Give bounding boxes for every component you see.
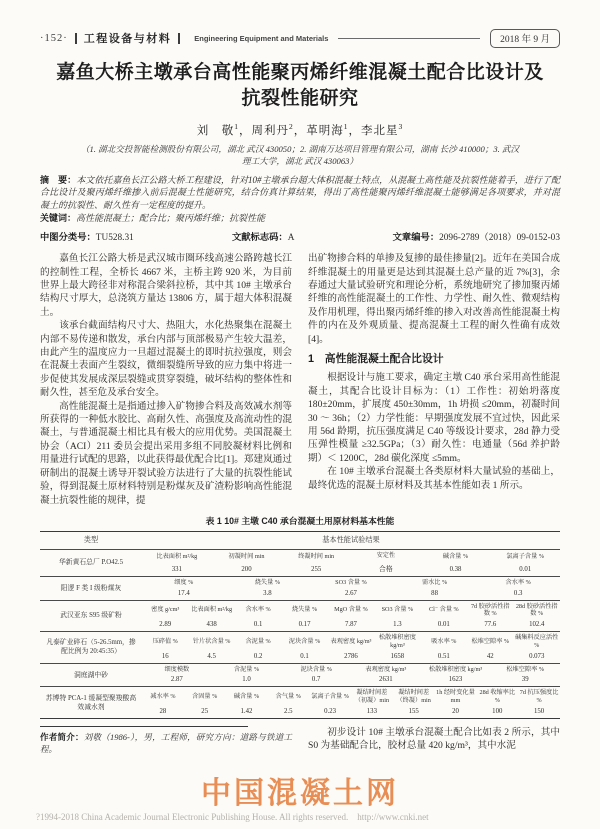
property-name: 吸水率 % [431, 637, 457, 645]
property-value: 2.87 [170, 676, 183, 684]
table1-header-row [40, 532, 560, 550]
property-value: 2631 [379, 676, 393, 684]
property-cell [328, 632, 374, 663]
author-name: 革明海 [306, 125, 344, 137]
property-value: 1658 [390, 652, 405, 660]
property-cell [490, 550, 560, 576]
table1 [40, 531, 560, 719]
clc-number: 中图分类号：TU528.31 [40, 232, 134, 244]
keywords [40, 212, 560, 224]
property-name: 压碎值 % [152, 637, 178, 645]
property-name: 氯离子含量 % [311, 693, 349, 701]
divider-bar-icon [178, 33, 180, 44]
property-value: 133 [366, 708, 377, 716]
property-cell [374, 601, 420, 632]
property-value: 17.4 [177, 589, 190, 597]
property-value: 0.23 [324, 708, 337, 716]
property-cell [421, 632, 467, 663]
author-name: 李北星 [361, 125, 399, 137]
body-paragraph: 该承台截面结构尺寸大、热阻大，水化热聚集在混凝土内部不易传递和散发，承台内部与顶部极易产生较大温差，由此产生的温度应力一旦超过混凝土的即时抗拉强度，则会在混凝土表面产生裂纹，微细裂缝所导致的应力集中将进一步促使其发展成深层裂缝或贯穿裂缝，破坏结构的整体性和耐久性，甚至危及承台安全。 [40, 320, 292, 399]
table-row [40, 601, 560, 633]
property-value: 16 [161, 652, 169, 660]
property-cell [393, 577, 477, 600]
property-value: 255 [311, 565, 322, 573]
page-number: ·152· [40, 32, 68, 44]
table-row [40, 632, 560, 664]
property-value: 0.17 [298, 621, 311, 629]
property-cell [281, 664, 351, 687]
property-cell [351, 687, 393, 718]
property-value: 28 [159, 708, 167, 716]
table1-header-results: 基本性能试验结果 [322, 535, 380, 544]
body-paragraph: 嘉鱼长江公路大桥是武汉城市圈环线高速公路跨越长江的控制性工程，全桥长 4667 米，主桥主跨 920 米，为目前世界上最大跨径非对称混合梁斜拉桥，其中其 10# 主墩承台结构尺寸厚大，总浇筑方量达 13806 方，属于超大体积混凝土。 [40, 253, 292, 318]
author-separator: ， [293, 125, 307, 137]
property-name: 密度 g/cm³ [151, 606, 180, 614]
property-name: 比表面积 m²/kg [156, 553, 198, 561]
property-name: 初凝时间 min [228, 553, 265, 561]
property-cell [514, 601, 560, 632]
property-cell [476, 577, 560, 600]
body-paragraph: 根据设计与施工要求，确定主墩 C40 承台采用高性能混凝土，其配合比设计目标为：（1）工作性：初始坍落度 180±20mm，扩展度 450±30mm，1h 坍损 ≤20mm，初凝时间 30 ～ 36h；（2）力学性能：早期强度发展不宜过快，因此采用 56d 龄期，抗压强度满足 C40 等级设计要求，28d 静力受压弹性模量 ≥32.5GPa；（3）耐久性：电通量（56d 养护龄期）＜ 1200C，28d 碳化深度 ≤5mm。 [308, 372, 560, 464]
property-value: 合格 [379, 565, 393, 573]
property-value: 0.2 [253, 652, 263, 660]
abstract-label: 摘 要： [40, 175, 77, 185]
property-name: Cl⁻ 含量 % [428, 606, 459, 614]
property-value: 2.5 [284, 708, 293, 716]
property-name: 碱含量 % [233, 693, 260, 701]
property-cell [514, 632, 560, 663]
property-cell [188, 632, 234, 663]
property-name: MgO 含量 % [334, 606, 368, 614]
table-row [40, 664, 560, 688]
property-name: 安定性 [376, 551, 396, 559]
property-cell [309, 687, 351, 718]
property-name: 含泥量 % [245, 637, 271, 645]
property-value: 0.1 [300, 652, 309, 660]
property-cell [281, 550, 351, 576]
property-name: 细度模数 [164, 665, 190, 673]
property-cell [226, 577, 310, 600]
property-name: 烧失量 % [254, 578, 281, 586]
author-affil-sup: 2 [289, 122, 294, 132]
table-row [40, 577, 560, 601]
body-paragraph: 初步设计 10# 主墩承台混凝土配合比如表 2 所示，其中 S0 为基础配合比，胶材总量 420 kg/m³，其中水泥 [308, 727, 560, 752]
property-cell [212, 664, 282, 687]
property-cell [328, 601, 374, 632]
divider-bar-icon [75, 33, 77, 44]
authors-line [40, 122, 560, 138]
author-affil-sup: 1 [343, 122, 349, 132]
property-cell [267, 687, 309, 718]
property-name: 松堆空隙率 % [506, 665, 545, 673]
property-cell [281, 632, 327, 663]
right-column-rest [308, 371, 560, 492]
property-value: 0.01 [437, 621, 450, 629]
property-cells [142, 601, 560, 632]
issue-date-box: 2018 年 9 月 [490, 29, 560, 48]
property-name: 松散堆积密度 kg/m³ [378, 634, 416, 649]
property-name: 比表面积 m²/kg [191, 606, 233, 614]
journal-title-en: Engineering Equipment and Materials [194, 33, 329, 43]
property-value: 0.7 [311, 676, 321, 684]
cnki-watermark: 中国混凝土网 [201, 777, 399, 810]
left-column [40, 252, 292, 507]
property-cell [467, 632, 513, 663]
material-name-cell: 凡泰矿业碎石（5-26.5mm，掺配比例为 20:45:35） [46, 639, 136, 656]
property-cell [421, 601, 467, 632]
property-cells [142, 632, 560, 663]
abstract-text: 本文依托嘉鱼长江公路大桥工程建设，针对10#主墩承台超大体积混凝土特点，从混凝土高性能及抗裂性能着手，进行了配合比设计及聚丙烯纤维掺入前后混凝土性能研究，结合仿真计算结果，得出了高性能聚丙烯纤维混凝土能够满足各项要求，并对混凝土的抗裂性、耐久性有一定程度的提升。 [40, 175, 560, 210]
property-name: 含气量 % [275, 693, 301, 701]
header-rule [338, 38, 480, 39]
property-name: 7d 抗压强度比 % [519, 689, 559, 705]
body-paragraph: 出矿物掺合料的单掺及复掺的最佳掺量[2]。近年在美国合成纤维混凝土的用量更是达到其混凝土总产量的近 7%[3]，余春通过大量试验研究和理论分析，系统地研究了掺加聚丙烯纤维的高性能混凝土的工作性、力学性、耐久性、微观结构及作用机理，得出聚丙烯纤维的掺入对改善高性能混凝土构件的内在及外观质量、提高混凝土工程的耐久性确有成效[4]。 [308, 253, 560, 345]
article-id: 文章编号：2096-2789（2018）09-0152-03 [392, 232, 560, 244]
property-cell [351, 550, 421, 576]
copyright-footer: ?1994-2018 China Academic Journal Electronic Publishing House. All rights reserved. http://www.cnki.net [36, 812, 429, 822]
keywords-label: 关键词： [40, 212, 77, 223]
property-name: 泥块含量 % [300, 665, 332, 673]
property-name: 凝结时间差（终凝）min [396, 689, 431, 705]
keywords-text: 高性能混凝土；配合比；聚丙烯纤维；抗裂性能 [76, 212, 266, 223]
property-value: 0.3 [513, 589, 523, 597]
property-value: 150 [533, 708, 545, 716]
article-title [40, 60, 560, 112]
property-name: 含固量 % [192, 693, 218, 701]
table1-header-type: 类型 [83, 535, 99, 544]
property-cell [142, 664, 212, 687]
property-cell [421, 664, 491, 687]
property-cell [235, 601, 281, 632]
property-name: 细度 % [174, 578, 194, 586]
property-name: 针片状含量 % [192, 637, 231, 645]
property-value: 20 [452, 708, 459, 716]
property-cell [351, 664, 421, 687]
property-cell [435, 687, 477, 718]
property-value: 2.67 [345, 589, 357, 597]
property-value: 0.51 [437, 652, 450, 660]
property-name: 凝结时间差（初凝）min [354, 689, 390, 705]
table1-caption: 表 1 10# 主墩 C40 承台混凝土用原材料基本性能 [205, 515, 395, 526]
property-name: 碱集料反应活性 % [515, 634, 559, 649]
material-name-cell: 华新黄石总厂 P.O42.5 [58, 559, 123, 567]
property-name: 氯离子含量 % [506, 553, 545, 561]
property-cell [281, 601, 327, 632]
property-name: 泥块含量 % [288, 637, 321, 645]
property-cell [184, 687, 226, 718]
property-value: 0.1 [253, 621, 263, 629]
property-name: 28d 收缩率比 % [479, 689, 516, 705]
property-cell [212, 550, 282, 576]
author-affil-sup: 3 [398, 122, 404, 132]
property-value: 1.3 [393, 621, 402, 629]
journal-title-cn: 工程设备与材料 [83, 33, 172, 45]
property-value: 1623 [448, 676, 463, 684]
property-value: 4.5 [207, 652, 216, 660]
property-value: 2786 [344, 652, 358, 660]
section-heading: 1 高性能混凝土配合比设计 [308, 353, 444, 366]
property-value: 42 [486, 652, 494, 660]
property-value: 331 [171, 565, 182, 573]
property-value: 1.42 [240, 708, 253, 716]
property-cell [490, 664, 560, 687]
property-cell [393, 687, 435, 718]
property-value: 2.89 [159, 621, 172, 629]
property-cell [226, 687, 268, 718]
property-value: 0.073 [529, 652, 545, 660]
affiliation [40, 143, 560, 167]
bottom-section [40, 726, 560, 755]
property-name: 减水率 % [150, 693, 176, 701]
abstract [40, 174, 560, 211]
property-value: 1.0 [242, 676, 251, 684]
property-cells [142, 577, 560, 600]
property-cell [235, 632, 281, 663]
property-value: 7.87 [345, 621, 357, 629]
property-name: 表观密度 kg/m³ [330, 637, 372, 645]
author-bio-text: 刘敬（1986-），男，工程师，研究方向：道路与铁道工程。 [40, 732, 292, 755]
property-value: 155 [408, 708, 419, 716]
property-value: 200 [241, 565, 252, 573]
property-value: 39 [521, 676, 529, 684]
material-name-cell: 洞庭湖中砂 [74, 671, 108, 679]
property-name: 碱含量 % [442, 553, 469, 561]
material-name-cell: 阳逻 F 类 I 级粉煤灰 [60, 584, 122, 592]
property-name: 28d 胶砂活性指数 % [515, 602, 558, 618]
property-name: 需水比 % [421, 578, 448, 586]
footnote-divider [40, 726, 248, 727]
property-name: SO3 含量 % [335, 578, 367, 586]
running-head [40, 30, 560, 46]
property-value: 0.38 [449, 565, 462, 573]
property-value: 102.4 [529, 621, 545, 629]
property-cell [188, 601, 234, 632]
property-name: 松散堆积密度 kg/m³ [428, 665, 483, 673]
property-value: 100 [492, 708, 503, 716]
property-cell [518, 687, 560, 718]
document-code: 文献标志码：A [231, 232, 295, 244]
table-row [40, 550, 560, 577]
property-cells [142, 550, 560, 576]
table1-rows [40, 550, 560, 718]
property-cell [309, 577, 393, 600]
property-cell [142, 632, 188, 663]
table-row [40, 687, 560, 718]
material-name-cell: 苏博特 PCA-1 缓凝型聚羧酸高效减水剂 [45, 694, 137, 711]
property-cells [142, 664, 560, 687]
bottom-right-column [308, 726, 560, 755]
author-bio [40, 731, 292, 755]
property-name: 烧失量 % [291, 606, 318, 614]
article-meta-row [40, 229, 560, 243]
property-value: 77.6 [484, 621, 497, 629]
property-value: 438 [206, 621, 217, 629]
property-cell [142, 577, 226, 600]
article-title-line1: 嘉鱼大桥主墩承台高性能聚丙烯纤维混凝土配合比设计及 [56, 62, 544, 83]
property-value: 88 [431, 589, 438, 597]
property-cell [421, 550, 491, 576]
property-name: 1h 经时变化量 mm [436, 689, 475, 705]
property-name: 表观密度 kg/m³ [365, 665, 407, 673]
property-name: 含水率 % [505, 578, 531, 586]
property-name: 7d 胶砂活性指数 % [470, 602, 510, 618]
property-value: 25 [201, 708, 209, 716]
property-value: 0.01 [519, 565, 532, 573]
property-name: 终凝时间 min [298, 553, 335, 561]
author-name: 周利丹 [251, 125, 289, 137]
author-name: 刘 敬 [196, 125, 235, 137]
footnote-column [40, 726, 292, 755]
author-separator: ， [239, 125, 252, 137]
property-name: 含水率 % [245, 606, 271, 614]
property-value: 3.8 [263, 589, 272, 597]
property-cell [142, 687, 184, 718]
property-cell [476, 687, 518, 718]
author-affil-sup: 1 [234, 122, 239, 132]
material-name-cell: 武汉亚东 S95 级矿粉 [60, 612, 122, 620]
body-paragraph: 高性能混凝土是指通过掺入矿物掺合料及高效减水剂等所获得的一种低水胶比、高耐久性、高强度及高流动性的混凝土，与普通混凝土相比具有极大的应用优势。美国混凝土协会（ACI）211 委员会提出采用多组不同胶凝材料比例和用量进行试配的思路，以此获得最优配合比[1]。郑建岚通过研制出的混凝土诱导开裂试验方法进行了大量的抗裂性能试验，得到混凝土原材料特别是粉煤灰及矿渣粉影响高性能混凝土抗裂性能的规律，提 [40, 400, 292, 506]
property-cells [142, 687, 560, 718]
author-bio-label: 作者简介： [40, 732, 84, 743]
body-paragraph: 在 10# 主墩承台混凝土各类原材料大量试验的基础上，最终优选的混凝土原材料及其基本性能如表 1 所示。 [308, 466, 560, 491]
article-title-line2: 抗裂性能研究 [241, 88, 359, 109]
property-cell [142, 601, 188, 632]
property-name: 松堆空隙率 % [471, 637, 510, 645]
affiliation-line2: 理工大学，湖北 武汉 430063） [241, 156, 359, 166]
property-cell [142, 550, 212, 576]
property-name: 含泥量 % [233, 665, 260, 673]
affiliation-line1: （1. 湖北交投智能检测股份有限公司，湖北 武汉 430050；2. 湖南万达项目管理有限公司，湖南 长沙 410000；3. 武汉 [80, 144, 520, 154]
property-cell [467, 601, 513, 632]
body-columns [40, 252, 560, 507]
right-column [308, 252, 560, 507]
author-separator: ， [348, 125, 361, 137]
property-name: SO3 含量 % [381, 606, 414, 614]
property-cell [374, 632, 420, 663]
